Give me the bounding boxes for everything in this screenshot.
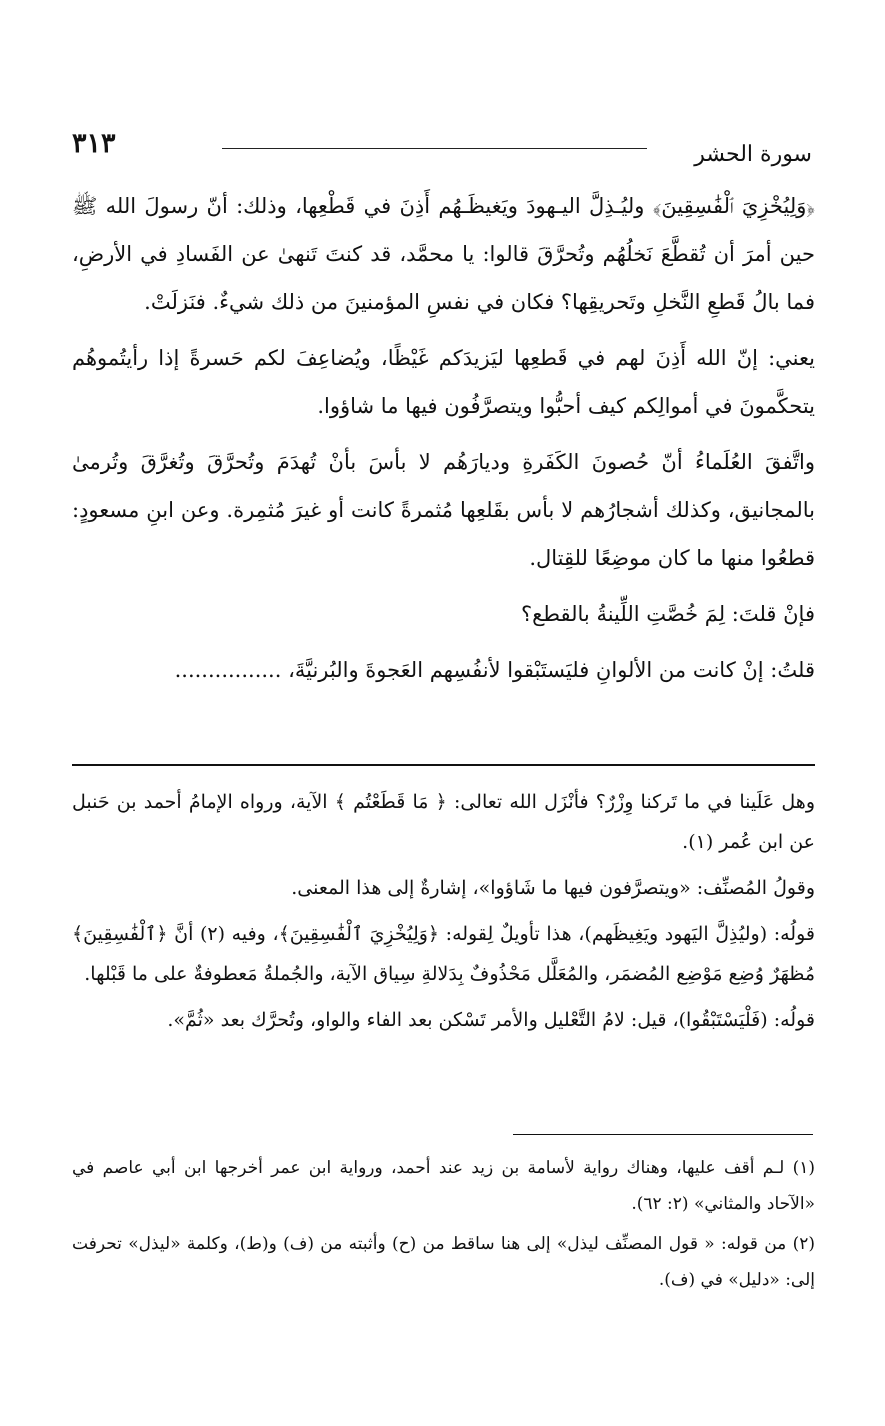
main-divider <box>72 764 815 766</box>
main-paragraph: فإنْ قلتَ: لِمَ خُصَّتِ اللِّينةُ بالقطع؟ <box>520 602 815 626</box>
commentary-text <box>72 782 815 1046</box>
header-rule <box>222 148 647 149</box>
commentary-paragraph: وهل عَلَينا في ما تَركنا وِزْرٌ؟ فأنْزَل الله تعالى: ﴿ مَا قَطَعْتُم ﴾ الآية، ورواه الإمامُ أحمد بن حَنبل عن ابن عُمر (١). <box>72 791 815 853</box>
footnote: (٢) من قوله: « قول المصنِّف ليذل» إلى هنا ساقط من (ح) وأثبته من (ف) و(ط)، وكلمة «ليذل» تحرفت إلى: «دليل» في (ف). <box>72 1234 815 1290</box>
commentary-paragraph: قولُه: (فَلْيَسْتَبْقُوا)، قيل: لامُ التَّعْليل والأمر تَسْكن بعد الفاء والواو، وتُحرَّك بعد «ثُمَّ». <box>167 1009 815 1031</box>
footnotes <box>72 1150 815 1302</box>
page-header <box>72 128 812 172</box>
main-paragraph: قلتُ: إنْ كانت من الألوانِ فليَستَبْقوا لأنفُسِهم العَجوةَ والبُرنيَّةَ، ................ <box>174 658 815 682</box>
main-paragraph: يعني: إنّ الله أَذِنَ لهم في قَطعِها ليَزيدَكم غَيْظًا، ويُضاعِفَ لكم حَسرةً إذا رأيتُموهُم يتحكَّمونَ في أموالِكم كيف أحبُّوا ويتصرَّفُون فيها ما شاؤوا. <box>72 346 815 418</box>
main-paragraph: ﴿وَلِيُخْزِيَ ٱلْفَٰسِقِينَ﴾ وليُـذِلَّ اليـهودَ ويَغيظَـهُم أَذِنَ في قَطْعِها، وذلك: أنّ رسولَ الله ﷺ حين أمرَ أن تُقطَّعَ نَخلُهُم وتُحرَّقَ قالوا: يا محمَّد، قد كنتَ تَنهىٰ عن الفَسادِ في الأرضِ، فما بالُ قَطعِ النَّخلِ وتَحريقِها؟ فكان في نفسِ المؤمنينَ من ذلك شيءٌ. فنَزلَتْ. <box>72 194 815 314</box>
page-number: ٣١٣ <box>72 128 116 159</box>
commentary-paragraph: قولُه: (وليُذِلَّ اليَهود ويَغِيظَهم)، هذا تأويلٌ لِقوله: ﴿وَلِيُخْزِيَ ٱلْفَٰسِقِينَ﴾، وفيه (٢) أنَّ ﴿ٱلْفَٰسِقِينَ﴾ مُظهَرٌ وُضِع مَوْضِع المُضمَر، والمُعَلَّل مَحْذُوفٌ بِدَلالةِ سِياق الآية، والجُملةُ مَعطوفةٌ على ما قَبْلها. <box>72 923 815 985</box>
main-paragraph: واتَّفقَ العُلَماءُ أنّ حُصونَ الكَفَرةِ وديارَهُم لا بأسَ بأنْ تُهدَمَ وتُحرَّقَ وتُغرَّقَ وتُرمىٰ بالمجانيق، وكذلك أشجارُهم لا بأس بقَلعِها مُثمرةً كانت أو غيرَ مُثمِرة. وعن ابنِ مسعودٍ: قطعُوا منها ما كان موضِعًا للقِتال. <box>72 450 815 570</box>
footnote: (١) لـم أقف عليها، وهناك رواية لأسامة بن زيد عند أحمد، ورواية ابن عمر أخرجها ابن أبي عاصم في «الآحاد والمثاني» (٢: ٦٢). <box>72 1158 815 1214</box>
footnote-divider <box>513 1134 813 1135</box>
commentary-paragraph: وقولُ المُصنِّف: «ويتصرَّفون فيها ما شَاؤوا»، إشارةٌ إلى هذا المعنى. <box>291 877 815 899</box>
main-text <box>72 182 815 702</box>
surah-title: سورة الحشر <box>694 142 812 167</box>
